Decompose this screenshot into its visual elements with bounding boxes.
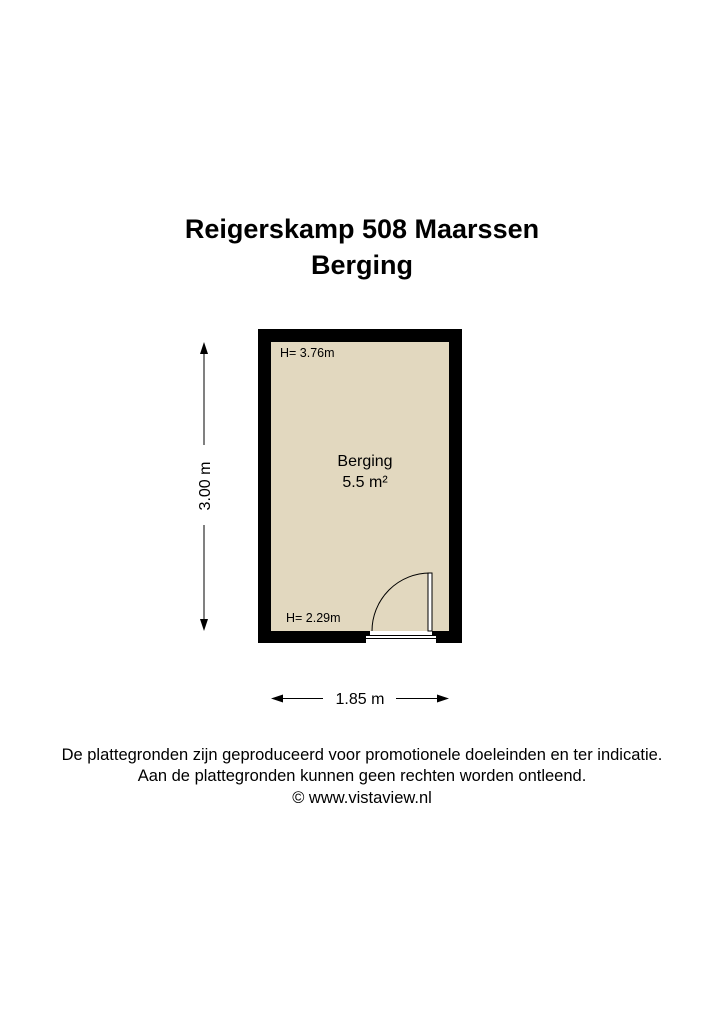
page-subtitle: Berging	[310, 250, 413, 280]
horizontal-dimension	[271, 691, 449, 708]
door-leaf	[428, 573, 432, 631]
arrow-down-icon	[200, 619, 208, 631]
arrow-up-icon	[200, 342, 208, 354]
room-area-label: 5.5 m²	[342, 474, 388, 491]
ceiling-height-bottom-label: H= 2.29m	[286, 611, 341, 625]
horizontal-dimension-label: 1.85 m	[335, 691, 385, 708]
door-stop-right	[432, 631, 437, 636]
ceiling-height-top-label: H= 3.76m	[280, 346, 335, 360]
door-stop-left	[365, 631, 370, 636]
door-opening	[365, 631, 437, 643]
arrow-left-icon	[271, 695, 283, 703]
copyright-line: © www.vistaview.nl	[292, 789, 432, 807]
page-title: Reigerskamp 508 Maarssen	[184, 214, 540, 244]
vertical-dimension	[197, 342, 214, 631]
room-name-label: Berging	[337, 453, 393, 470]
disclaimer-line-1: De plattegronden zijn geproduceerd voor promotionele doeleinden en ter indicatie.	[61, 746, 663, 764]
disclaimer-line-2: Aan de plattegronden kunnen geen rechten worden ontleend.	[137, 767, 587, 785]
vertical-dimension-label: 3.00 m	[197, 461, 214, 511]
arrow-right-icon	[437, 695, 449, 703]
